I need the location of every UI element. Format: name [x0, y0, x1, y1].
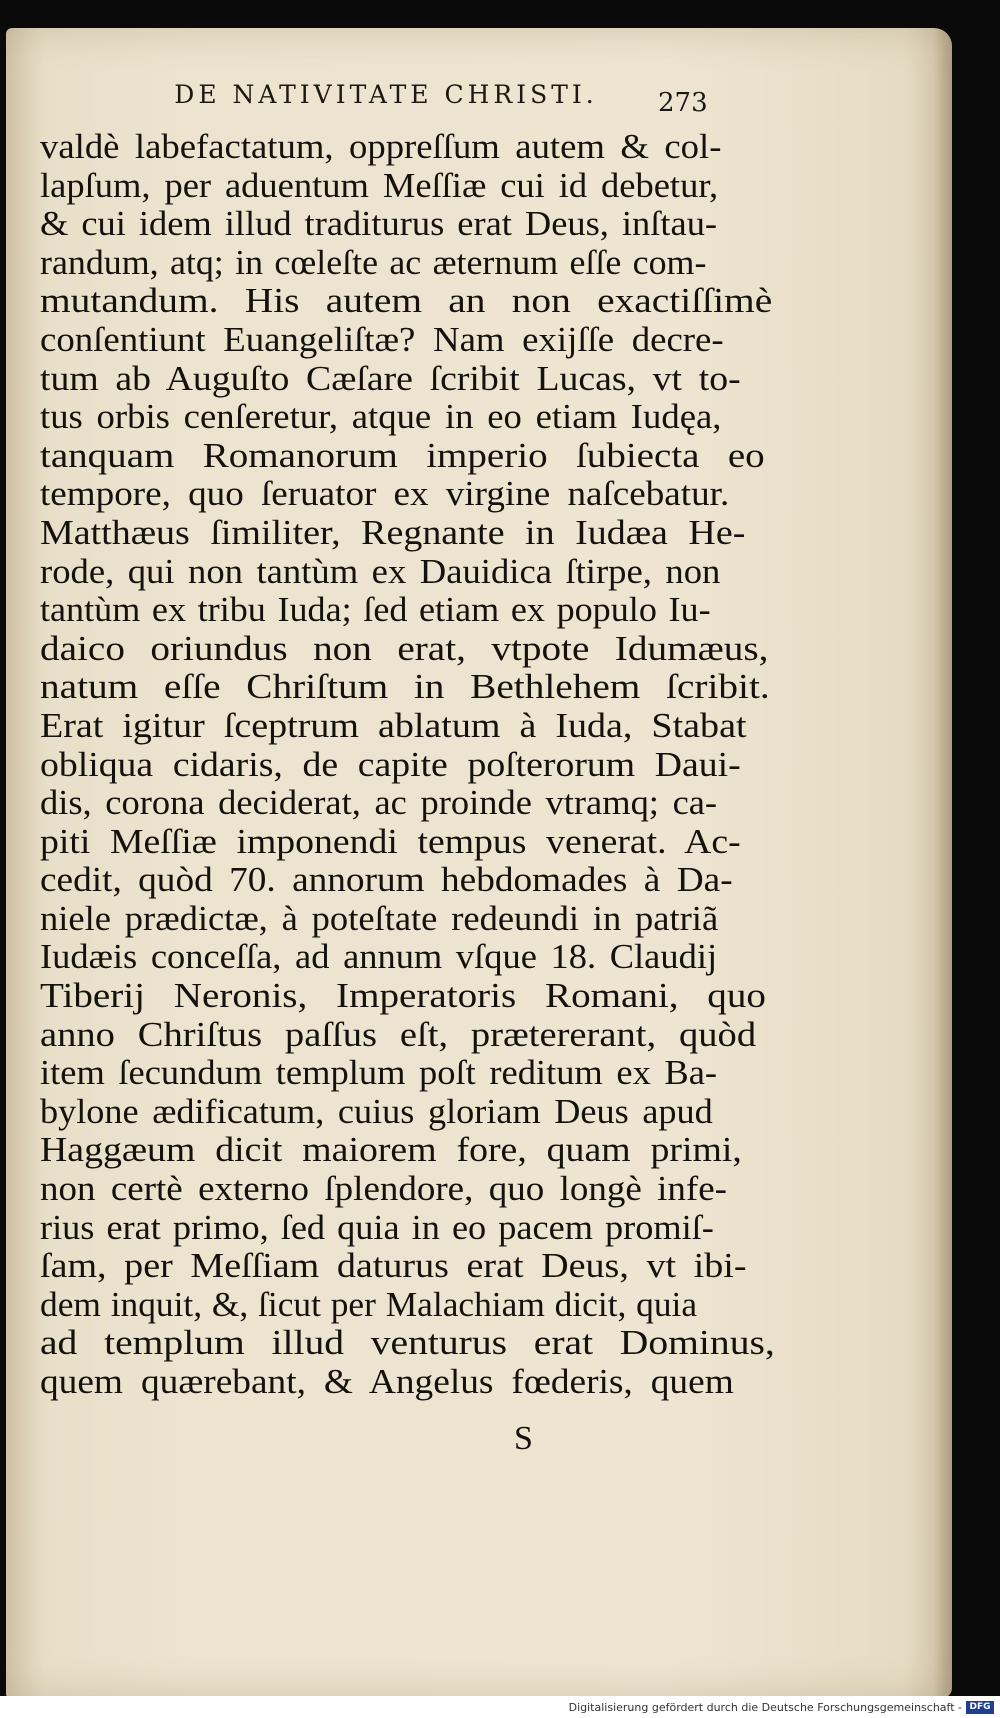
text-line: bylone ædificatum, cuius gloriam Deus apud: [40, 1091, 713, 1131]
text-line: tantùm ex tribu Iuda; ſed etiam ex populo Iu-: [40, 590, 711, 630]
text-line: niele prædictæ, à poteſtate redeundi in patriã: [40, 898, 719, 938]
text-line: non certè externo ſplendore, quo longè infe-: [40, 1169, 727, 1209]
running-head: DE NATIVITATE CHRISTI.: [174, 80, 598, 109]
text-line: natum eſſe Chriſtum in Bethlehem ſcribit.: [40, 667, 770, 707]
text-line: dis, corona deciderat, ac proinde vtramq; ca-: [40, 783, 718, 823]
text-line: cedit, quòd 70. annorum hebdomades à Da-: [40, 860, 733, 900]
text-line: ad templum illud venturus erat Dominus,: [40, 1323, 775, 1363]
text-line: tempore, quo ſeruator ex virgine naſcebatur.: [40, 474, 730, 514]
body-text-block: [40, 127, 775, 1402]
text-line: quem quærebant, & Angelus fœderis, quem: [40, 1362, 734, 1401]
signature-mark: S: [514, 1420, 533, 1457]
text-line: ſam, per Meſſiam daturus erat Deus, vt ibi-: [40, 1246, 747, 1286]
text-line: Tiberij Neronis, Imperatoris Romani, quo: [40, 976, 766, 1016]
page-number: 273: [658, 88, 708, 118]
text-line: rode, qui non tantùm ex Dauidica ſtirpe, non: [40, 551, 721, 591]
text-line: tus orbis cenſeretur, atque in eo etiam Iudęa,: [40, 397, 722, 437]
text-line: obliqua cidaris, de capite poſterorum Daui-: [40, 744, 741, 784]
dfg-logo: DFG: [966, 1701, 994, 1714]
text-line: rius erat primo, ſed quia in eo pacem promiſ-: [40, 1207, 714, 1247]
text-line: Haggæum dicit maiorem fore, quam primi,: [40, 1130, 742, 1170]
text-line: tum ab Auguſto Cæſare ſcribit Lucas, vt to-: [40, 358, 741, 398]
text-line: randum, atq; in cœleſte ac æternum eſſe com-: [40, 242, 707, 282]
text-line: Iudæis conceſſa, ad annum vſque 18. Claudij: [40, 937, 718, 977]
text-line: daico oriundus non erat, vtpote Idumæus,: [40, 628, 769, 668]
text-line: Erat igitur ſceptrum ablatum à Iuda, Stabat: [40, 705, 747, 745]
text-line: tanquam Romanorum imperio ſubiecta eo: [40, 435, 765, 475]
book-page: [6, 28, 952, 1698]
footer-bar: [0, 1696, 1000, 1718]
text-line: valdè labefactatum, oppreſſum autem & col-: [40, 127, 722, 166]
text-line: lapſum, per aduentum Meſſiæ cui id debetur,: [40, 165, 719, 205]
text-line: piti Meſſiæ imponendi tempus venerat. Ac-: [40, 821, 741, 861]
text-line: dem inquit, &, ſicut per Malachiam dicit, quia: [40, 1284, 698, 1324]
text-line: Matthæus ſimiliter, Regnante in Iudæa He-: [40, 512, 746, 552]
text-line: mutandum. His autem an non exactiſſimè: [40, 281, 773, 321]
text-line: & cui idem illud traditurus erat Deus, inſtau-: [40, 204, 718, 244]
text-line: item ſecundum templum poſt reditum ex Ba-: [40, 1053, 718, 1093]
page-edge-shadow: [934, 28, 952, 1698]
funding-credit: Digitalisierung gefördert durch die Deutsche Forschungsgemeinschaft -: [568, 1701, 962, 1714]
text-line: anno Chriſtus paſſus eſt, prætererant, quòd: [40, 1014, 757, 1054]
text-line: conſentiunt Euangeliſtæ? Nam exijſſe decre-: [40, 319, 724, 359]
